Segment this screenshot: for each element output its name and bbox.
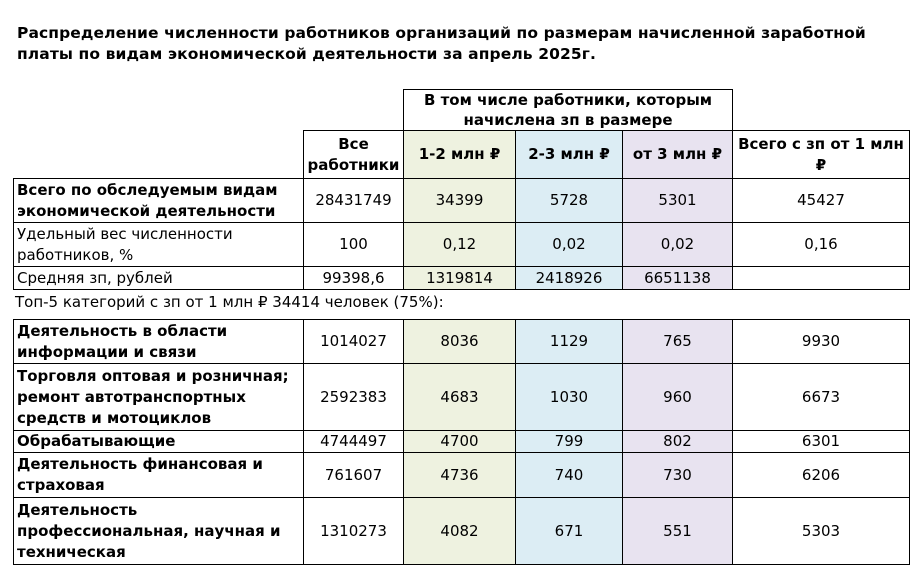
cell-total: 5303 [733, 498, 910, 565]
cell-3-mln-plus: 765 [623, 320, 733, 364]
cell-2-3-mln: 1030 [516, 364, 623, 431]
cell-all: 4744497 [304, 431, 404, 453]
table-row [14, 223, 910, 267]
cell-all: 28431749 [304, 179, 404, 223]
cell-1-2-mln: 4683 [404, 364, 516, 431]
col-header-total: Всего с зп от 1 млн ₽ [733, 131, 910, 179]
cell-total: 6301 [733, 431, 910, 453]
cell-1-2-mln: 34399 [404, 179, 516, 223]
table-row [14, 453, 910, 498]
cell-3-mln-plus: 802 [623, 431, 733, 453]
cell-total: 6206 [733, 453, 910, 498]
row-label: Деятельность профессиональная, научная и техническая [14, 498, 304, 565]
table-row [14, 431, 910, 453]
cell-3-mln-plus: 960 [623, 364, 733, 431]
top5-note: Топ-5 категорий с зп от 1 млн ₽ 34414 человек (75%): [15, 293, 444, 311]
table-row [14, 364, 910, 431]
report-title: Распределение численности работников организаций по размерам начисленной заработной платы по видам экономической деятельности за апрель 2025г. [17, 24, 866, 63]
cell-2-3-mln: 0,02 [516, 223, 623, 267]
group-header: В том числе работники, которым начислена зп в размере [404, 90, 733, 131]
cell-1-2-mln: 4700 [404, 431, 516, 453]
cell-total: 45427 [733, 179, 910, 223]
table-row [14, 267, 910, 290]
cell-3-mln-plus: 0,02 [623, 223, 733, 267]
top5-table [13, 319, 910, 565]
cell-1-2-mln: 8036 [404, 320, 516, 364]
table-row [14, 320, 910, 364]
cell-2-3-mln: 1129 [516, 320, 623, 364]
cell-total: 0,16 [733, 223, 910, 267]
cell-all: 2592383 [304, 364, 404, 431]
cell-total [733, 267, 910, 290]
cell-2-3-mln: 5728 [516, 179, 623, 223]
table-row [14, 498, 910, 565]
cell-all: 761607 [304, 453, 404, 498]
col-header-all-workers: Все работники [304, 131, 404, 179]
col-header-1-2-mln: 1-2 млн ₽ [404, 131, 516, 179]
cell-3-mln-plus: 730 [623, 453, 733, 498]
summary-table [13, 89, 910, 290]
cell-3-mln-plus: 5301 [623, 179, 733, 223]
cell-1-2-mln: 1319814 [404, 267, 516, 290]
cell-2-3-mln: 799 [516, 431, 623, 453]
cell-all: 1310273 [304, 498, 404, 565]
col-header-2-3-mln: 2-3 млн ₽ [516, 131, 623, 179]
cell-2-3-mln: 671 [516, 498, 623, 565]
row-label: Всего по обследуемым видам экономической деятельности [14, 179, 304, 223]
cell-2-3-mln: 740 [516, 453, 623, 498]
cell-all: 100 [304, 223, 404, 267]
row-label: Средняя зп, рублей [14, 267, 304, 290]
row-label: Удельный вес численности работников, % [14, 223, 304, 267]
table-row [14, 179, 910, 223]
col-header-3-mln-plus: от 3 млн ₽ [623, 131, 733, 179]
cell-total: 9930 [733, 320, 910, 364]
cell-1-2-mln: 4082 [404, 498, 516, 565]
row-label: Деятельность в области информации и связи [14, 320, 304, 364]
cell-all: 1014027 [304, 320, 404, 364]
cell-total: 6673 [733, 364, 910, 431]
cell-3-mln-plus: 6651138 [623, 267, 733, 290]
row-label: Торговля оптовая и розничная; ремонт автотранспортных средств и мотоциклов [14, 364, 304, 431]
cell-2-3-mln: 2418926 [516, 267, 623, 290]
row-label: Деятельность финансовая и страховая [14, 453, 304, 498]
cell-1-2-mln: 0,12 [404, 223, 516, 267]
cell-3-mln-plus: 551 [623, 498, 733, 565]
cell-1-2-mln: 4736 [404, 453, 516, 498]
row-label: Обрабатывающие [14, 431, 304, 453]
cell-all: 99398,6 [304, 267, 404, 290]
